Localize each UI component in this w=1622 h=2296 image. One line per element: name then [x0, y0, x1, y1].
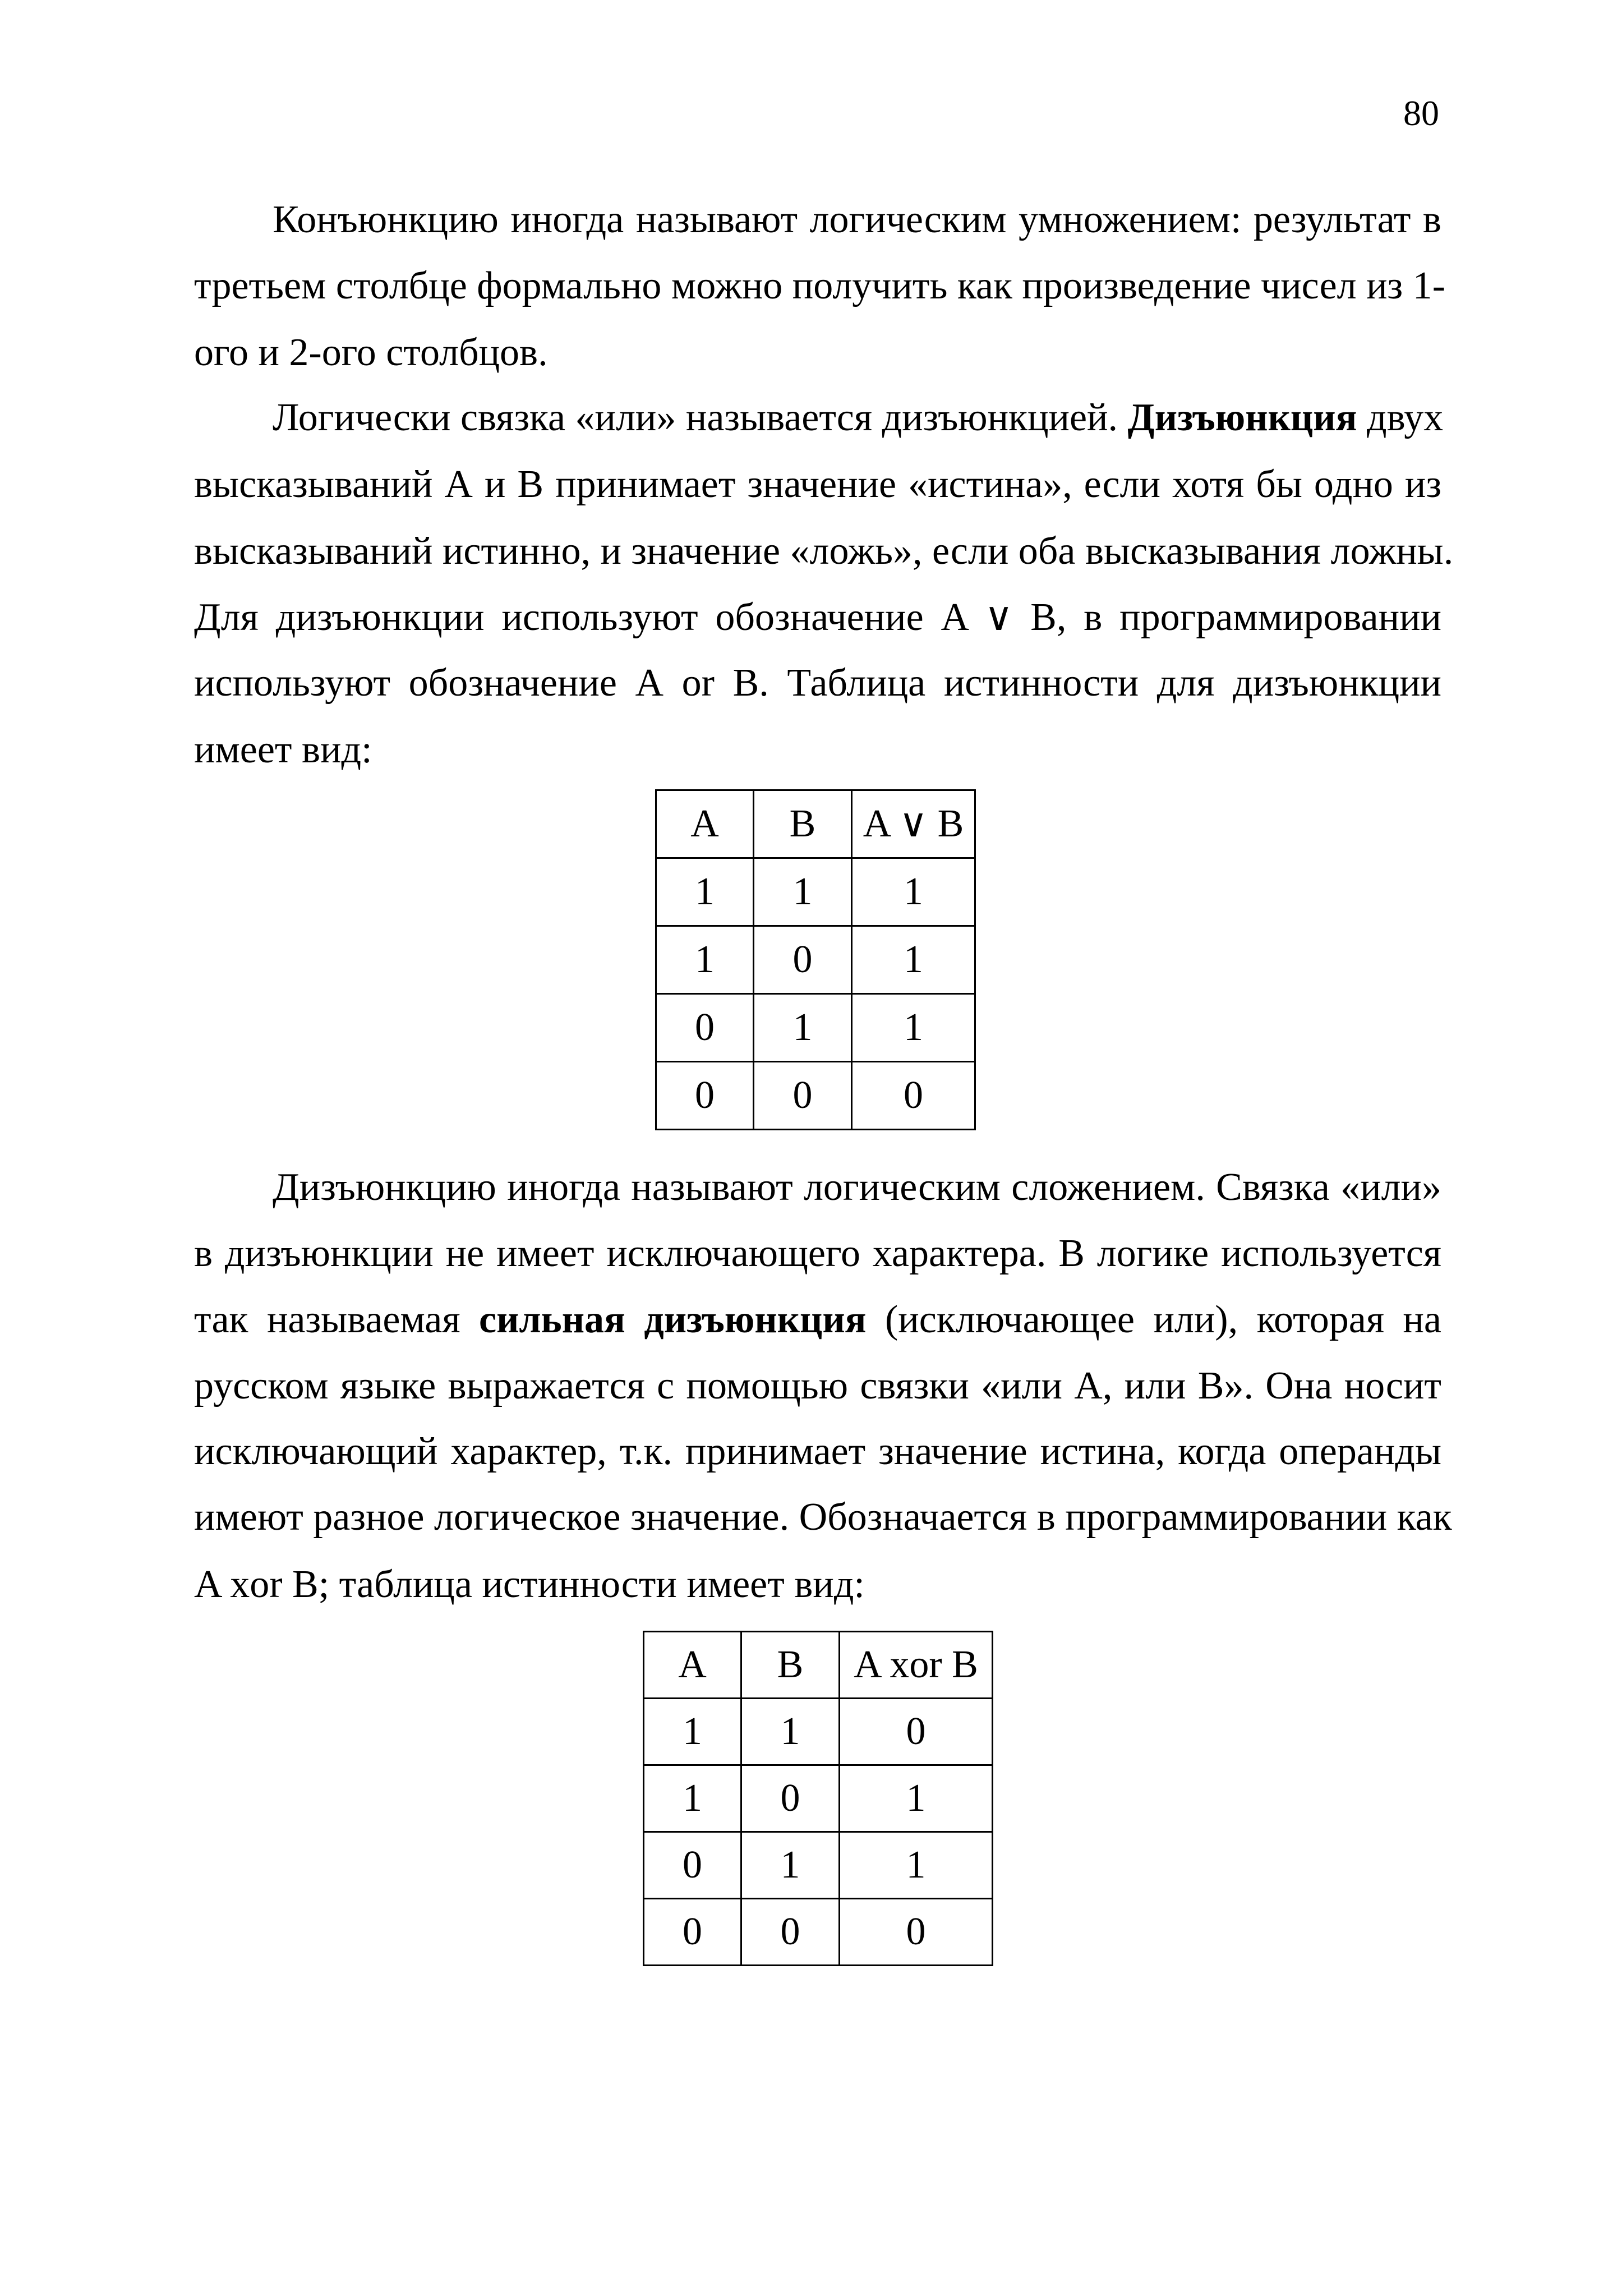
table-row — [656, 926, 975, 994]
table-cell: 1 — [644, 1699, 741, 1765]
term-strong-disjunction: сильная дизъюнкция — [479, 1298, 867, 1341]
table-cell: 1 — [754, 994, 852, 1062]
table-cell: 0 — [644, 1899, 741, 1966]
table-cell: 0 — [741, 1899, 840, 1966]
table-cell: 0 — [754, 1062, 852, 1130]
text-line — [194, 1300, 1441, 1340]
text-line: имеет вид: — [194, 728, 372, 771]
truth-table-disjunction — [655, 789, 976, 1130]
table-header-row — [656, 790, 975, 858]
table-cell: 1 — [656, 926, 754, 994]
term-disjunction: Дизъюнкция — [1127, 396, 1357, 439]
text-run: (исключающее или), которая на — [866, 1298, 1442, 1341]
text-line: используют обозначение А or B. Таблица истинности для дизъюнкции — [194, 661, 1441, 705]
table-header-cell: A — [656, 790, 754, 858]
table-cell: 0 — [754, 926, 852, 994]
text-line: A xor B; таблица истинности имеет вид: — [194, 1563, 865, 1606]
table-header-cell: B — [741, 1632, 840, 1699]
table-cell: 0 — [644, 1832, 741, 1899]
text-run: двух — [1357, 396, 1444, 439]
table-header-cell: A — [644, 1632, 741, 1699]
text-line: Для дизъюнкции используют обозначение A ∨ B, в программировании — [194, 596, 1441, 639]
table-row — [656, 1062, 975, 1130]
table-header-row — [644, 1632, 993, 1699]
text-line: высказываний истинно, и значение «ложь», если оба высказывания ложны. — [194, 530, 1454, 573]
table-cell: 0 — [741, 1765, 840, 1832]
table-header-cell: B — [754, 790, 852, 858]
table-row — [656, 994, 975, 1062]
text-line: Дизъюнкцию иногда называют логическим сложением. Связка «или» — [273, 1166, 1441, 1209]
table-row — [644, 1699, 993, 1765]
table-cell: 1 — [840, 1765, 993, 1832]
text-run: Логически связка «или» называется дизъюнкцией. — [273, 396, 1128, 439]
text-line: исключающий характер, т.к. принимает значение истина, когда операнды — [194, 1430, 1441, 1473]
table-cell: 1 — [741, 1699, 840, 1765]
page-number: 80 — [1403, 93, 1439, 133]
table-cell: 1 — [852, 926, 975, 994]
text-line — [273, 396, 1444, 439]
table-row — [644, 1765, 993, 1832]
text-line: высказываний А и В принимает значение «истина», если хотя бы одно из — [194, 463, 1441, 506]
table-cell: 0 — [840, 1699, 993, 1765]
table-cell: 0 — [852, 1062, 975, 1130]
text-line: ого и 2-ого столбцов. — [194, 331, 548, 374]
text-line: Конъюнкцию иногда называют логическим умножением: результат в — [273, 198, 1441, 241]
text-line: русском языке выражается с помощью связки «или А, или В». Она носит — [194, 1364, 1441, 1407]
table-header-cell: A ∨ B — [852, 790, 975, 858]
table-cell: 0 — [656, 1062, 754, 1130]
table-cell: 0 — [656, 994, 754, 1062]
table-row — [644, 1899, 993, 1966]
table-row — [656, 858, 975, 926]
table-cell: 0 — [840, 1899, 993, 1966]
text-run: так называемая — [194, 1298, 479, 1341]
table-cell: 1 — [852, 994, 975, 1062]
truth-table-xor — [643, 1631, 993, 1966]
text-line: в дизъюнкции не имеет исключающего характера. В логике используется — [194, 1232, 1441, 1275]
table-header-cell: A xor B — [840, 1632, 993, 1699]
table-cell: 1 — [741, 1832, 840, 1899]
table-cell: 1 — [852, 858, 975, 926]
table-cell: 1 — [754, 858, 852, 926]
table-cell: 1 — [840, 1832, 993, 1899]
table-cell: 1 — [644, 1765, 741, 1832]
text-line: имеют разное логическое значение. Обозначается в программировании как — [194, 1496, 1452, 1539]
text-line: третьем столбце формально можно получить как произведение чисел из 1- — [194, 264, 1446, 307]
table-row — [644, 1832, 993, 1899]
table-cell: 1 — [656, 858, 754, 926]
